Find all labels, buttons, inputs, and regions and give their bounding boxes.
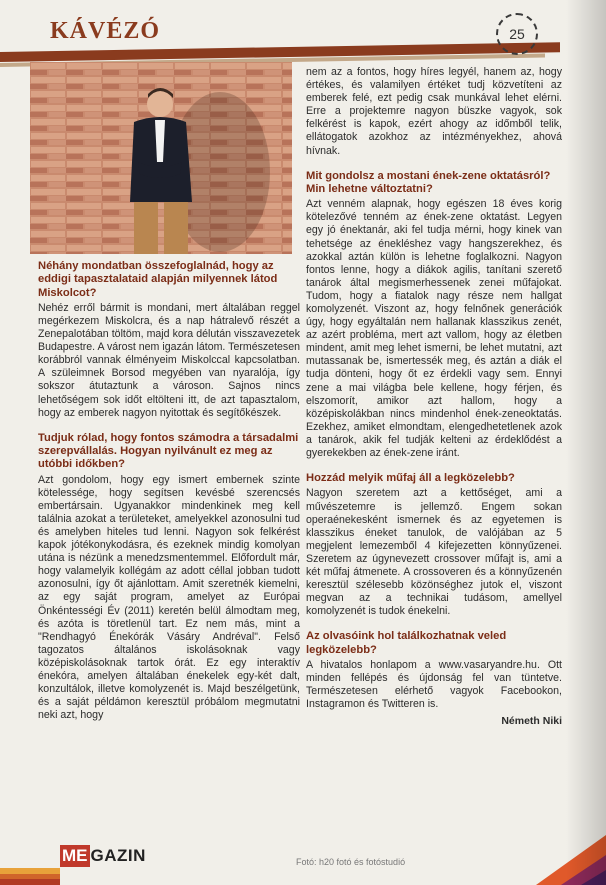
question-heading: Néhány mondatban összefoglalnád, hogy az eddigi tapasztalataid alapján milyennek látod Miskolcot? (38, 260, 278, 299)
question-heading: Mit gondolsz a mostani ének-zene oktatásról? Min lehetne változtatni? (306, 169, 551, 195)
author-signature: Németh Niki (501, 715, 562, 728)
left-column (38, 260, 300, 722)
answer-paragraph: Azt gondolom, hogy egy ismert embernek szinte kötelessége, hogy segítsen kevésbé szerencsés embertársain. Ugyanakkor mindenkinek meg kell találnia azokat a területeket, amelyekkel azonosulni tud és amelyben hiteles tud lenni. Nagyon sok felkérést kapok jótékonykodásra, és ezeknek mindig komolyan utána is nézünk a menedzsmentemmel. Előfordult már, hogy valamelyik kollégám az adott céllal jobban tudott azonosulni, így őt ajánlottam. Amit szeretnék kiemelni, az egy saját program, amelyet az Európai Önkéntességi Év (2011) keretén belül álmodtam meg, és azóta is töretlenül tart. Ez nem más, mint a "Rendhagyó Énekórák Vásáry Andréval". Felső tagozatos általános iskolásoknak vagy középiskolásoknak tartok órát. Ez egy interaktív énekóra, amelyen általában énekelek egy-két dalt, konzultálok, illetve komolyzenét is. Majd beszélgetünk, és a saját példámon keresztül próbálom megmutatni neki azt, hogy (38, 473, 300, 722)
page-number: 25 (496, 13, 538, 55)
photo-credit: Fotó: h20 fotó és fotóstudió (296, 857, 406, 867)
answer-paragraph: Nehéz erről bármit is mondani, mert általában reggel megérkezem Miskolcra, és a nap hátralevő részét a Zenepalotában töltöm, majd kora délután visszavezetek Budapestre. A várost nem igazán látom. Természetesen korábbról vannak élményeim Miskolccal kapcsolatban. A szüleimnek Borsod megyében van nyaralója, így sokszor átutaztunk a városon. Sajnos nincs lehetőségem sok időt eltölteni itt, de azt tapasztalom, hogy az emberek nagyon nyitottak és segítőkészek. (38, 301, 300, 419)
answer-paragraph: Nagyon szeretem azt a kettőséget, ami a művészetemre is jellemző. Engem sokan operaénekesként ismernek és az egyetemen is klasszikus éneket tanulok, de valójában az 5 megjelent lemezemből 4 kifejezetten könnyűzenei. Szeretem az úgynevezett crossover műfajt is, ami a két műfaj átmenete. A crossoveren és a könnyűzenén keresztül szélesebb közönséghez jutok el, viszont megvan az a technikai tudásom, amellyel komolyzenét is tudok énekelni. (306, 487, 562, 618)
continued-paragraph: nem az a fontos, hogy híres legyél, hanem az, hogy értékes, és valamilyen értéket tudj közvetíteni az emberek felé, ezt pedig csak munkával lehet elérni. Erre a projektemre nagyon büszke vagyok, sok felkérést is kapok, ezért ahogy az időmből telik, ellátogatok azokhoz az intézményekhez, ahová hívnak. (306, 66, 562, 157)
answer-paragraph: Azt venném alapnak, hogy egészen 18 éves korig kötelezővé tenném az ének-zene oktatást. Legyen egy jó énektanár, aki fel tudja mérni, hogy kinek van tehetsége az énekléshez vagy hangszerekhez, és azokkal aztán külön is lehetne foglalkozni. Nagyon fontos lenne, hogy a diákok agilis, tanítani szerető tanárok által megismerhessenek zenei műfajokat. Tudom, hogy a fiatalok nagy része nem hallgat komolyzenét. Viszont az, hogy felnőnek generációk úgy, hogy egyáltalán nem hallanak klasszikus zenét, az azért probléma, mert azt vallom, hogy az életben mindent, amit meg lehet ismerni, be lehet mutatni, azt mutassanak be, ismertessék meg, és aztán a diák el tudja dönteni, hogy őt ez érdekli vagy sem. Ennyi zene a mai világba bele kellene, hogy férjen, és elszomorít, amikor azt hallom, hogy a középiskolákban nincs mindenhol ének-zeneoktatás. Ezekhez, amiket elmondtam, elengedhetetlenek azok a tanárok, akik fel tudják kelteni az érdeklődést a gyerekekben az ének-zene iránt. (306, 198, 562, 460)
portrait-photo (30, 62, 292, 254)
answer-paragraph: A hivatalos honlapom a www.vasaryandre.hu. Ott minden fellépés és újdonság fel van tüntetve. Természetesen elérhető vagyok Facebookon, Instagramon és Twitteren is. (306, 658, 562, 711)
logo-wordmark: GAZIN (90, 846, 146, 865)
page-edge-shadow (566, 0, 606, 885)
question-heading: Az olvasóink hol találkozhatnak veled legközelebb? (306, 630, 507, 656)
right-column (306, 66, 562, 728)
magazine-logo (60, 840, 146, 872)
brick-wall-portrait-image (30, 62, 292, 254)
question-heading: Hozzád melyik műfaj áll a legközelebb? (306, 472, 515, 485)
decorative-stripes (0, 868, 60, 885)
logo-me-mark: ME (62, 846, 88, 865)
section-title: KÁVÉZÓ (50, 18, 161, 44)
question-heading: Tudjuk rólad, hogy fontos számodra a társadalmi szerepvállalás. Hogyan nyilvánult ez meg az utóbbi időkben? (38, 431, 299, 471)
